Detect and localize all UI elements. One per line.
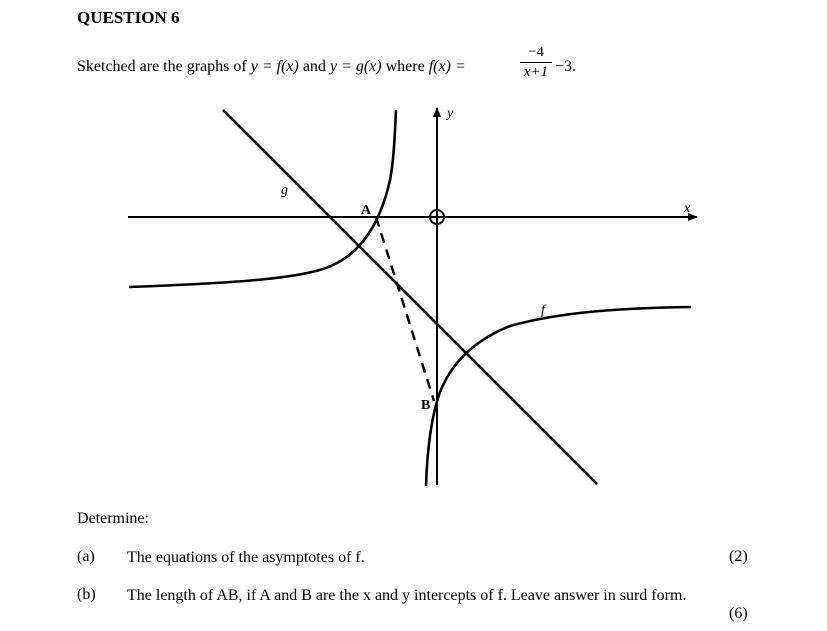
intro-prefix: Sketched are the graphs of [77, 58, 247, 75]
g-label: g [281, 183, 288, 198]
intro-y-equals-g: y = g(x) [329, 58, 382, 75]
intro-y-equals-f: y = f(x) [250, 58, 299, 75]
f-label: f [541, 303, 545, 318]
question-b-label: (b) [77, 586, 96, 603]
f-numerator: −4 [520, 44, 552, 63]
intro-sentence [77, 58, 466, 76]
question-a-marks: (2) [729, 548, 748, 565]
intro-and: and [302, 58, 326, 75]
point-b-label: B [421, 398, 431, 413]
graph-sketch [0, 95, 827, 495]
question-a-text: The equations of the asymptotes of f. [127, 549, 365, 566]
intro-where: where [385, 58, 425, 75]
f-denominator: x+1 [523, 64, 549, 80]
question-a-label: (a) [77, 548, 95, 565]
question-title: QUESTION 6 [77, 8, 180, 27]
point-a-label: A [361, 203, 372, 218]
intro-suffix: −3. [555, 58, 577, 75]
question-b-text: The length of AB, if A and B are the x and y intercepts of f. Leave answer in surd form. [127, 587, 687, 604]
dashed-line-ab [376, 217, 434, 401]
question-b-marks: (6) [729, 605, 748, 622]
graph-g-line [223, 110, 597, 484]
x-axis-label: x [684, 201, 691, 216]
determine-heading: Determine: [77, 510, 149, 527]
hyperbola-left-branch [129, 110, 396, 287]
intro-f-lhs: f(x) = [428, 58, 466, 75]
graph-f-curve [426, 307, 691, 486]
f-fraction [520, 44, 552, 81]
y-axis-label: y [447, 106, 454, 121]
